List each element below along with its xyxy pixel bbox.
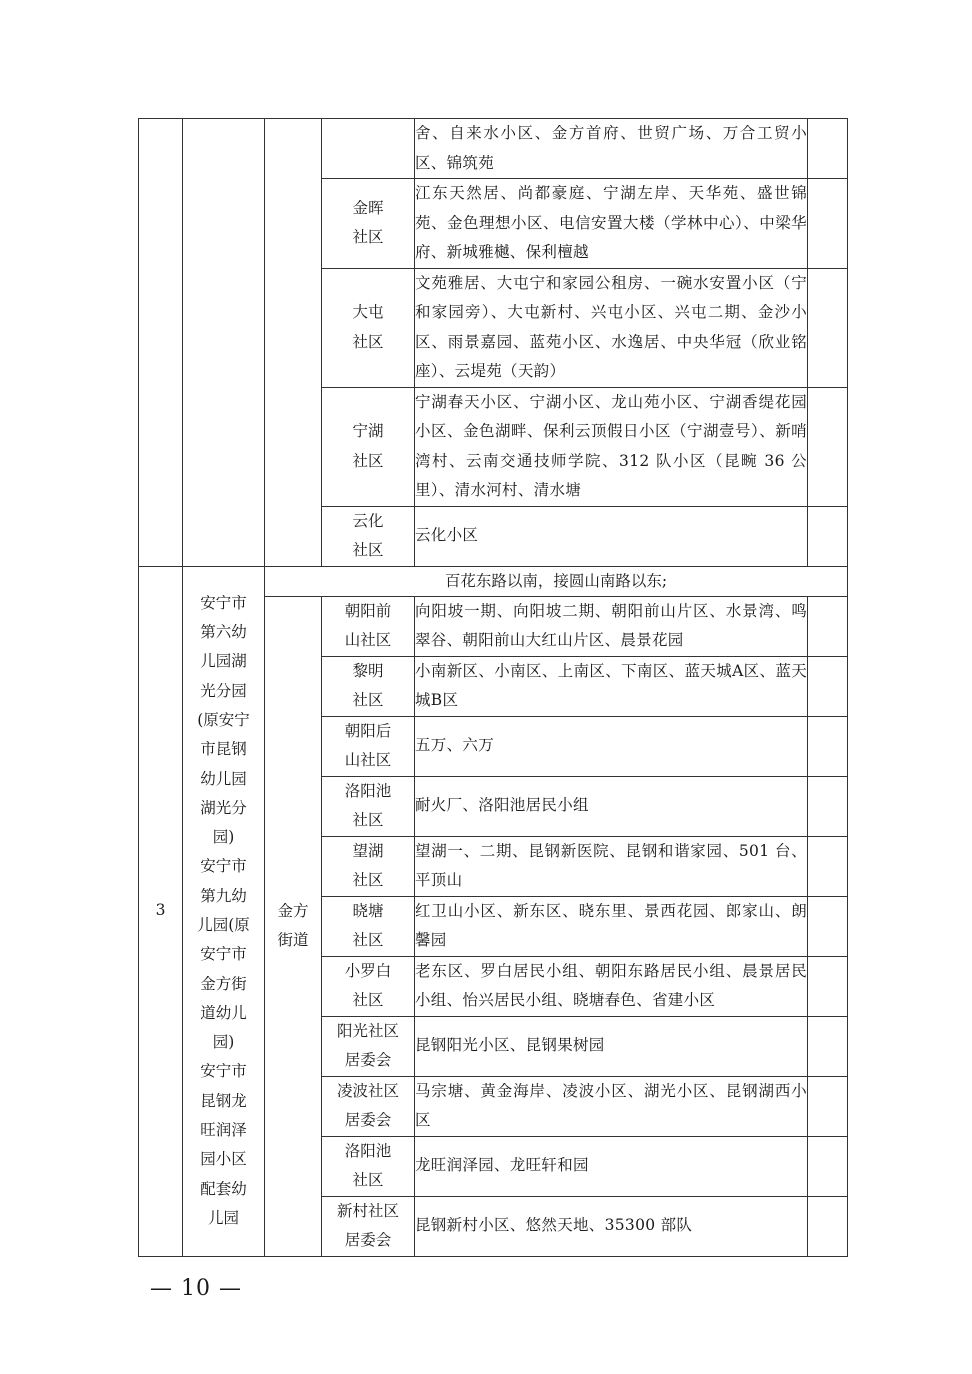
school-name-line: 儿园(原 bbox=[197, 916, 250, 934]
community-name: 大屯 社区 bbox=[322, 268, 415, 387]
remark-cell bbox=[808, 956, 848, 1016]
school-name-line: 昆钢龙 bbox=[200, 1091, 247, 1110]
community-name: 望湖 社区 bbox=[322, 836, 415, 896]
community-name: 宁湖 社区 bbox=[322, 387, 415, 506]
remark-cell bbox=[808, 119, 848, 179]
residential-area-list: 耐火厂、洛阳池居民小组 bbox=[415, 776, 808, 836]
table-row bbox=[139, 119, 848, 179]
school-name-line: 安宁市 bbox=[200, 857, 247, 876]
row-number: 3 bbox=[139, 566, 183, 1256]
remark-cell bbox=[808, 1136, 848, 1196]
remark-cell bbox=[808, 1076, 848, 1136]
community-name: 洛阳池 社区 bbox=[322, 1136, 415, 1196]
community-name: 小罗白 社区 bbox=[322, 956, 415, 1016]
row-number-cell bbox=[139, 119, 183, 567]
page-number: — 10 — bbox=[150, 1276, 242, 1301]
scope-note: 百花东路以南，接圆山南路以东; bbox=[265, 566, 848, 596]
school-name-line: 安宁市 bbox=[200, 593, 247, 612]
residential-area-list: 五万、六万 bbox=[415, 716, 808, 776]
remark-cell bbox=[808, 1196, 848, 1256]
residential-area-list: 昆钢阳光小区、昆钢果树园 bbox=[415, 1016, 808, 1076]
school-cell bbox=[183, 119, 265, 567]
school-name-line: 园小区 bbox=[200, 1150, 247, 1169]
community-name: 凌波社区 居委会 bbox=[322, 1076, 415, 1136]
remark-cell bbox=[808, 1016, 848, 1076]
remark-cell bbox=[808, 716, 848, 776]
school-name-line: 道幼儿 bbox=[200, 1003, 247, 1022]
remark-cell bbox=[808, 268, 848, 387]
school-name-line: 市昆钢 bbox=[200, 740, 247, 759]
school-name-line: 旺润泽 bbox=[200, 1121, 247, 1140]
remark-cell bbox=[808, 776, 848, 836]
community-name: 洛阳池 社区 bbox=[322, 776, 415, 836]
school-name-line: 安宁市 bbox=[200, 1062, 247, 1081]
school-name-line: 儿园湖 bbox=[200, 652, 247, 671]
school-name-line: 配套幼 bbox=[200, 1179, 247, 1198]
residential-area-list: 舍、自来水小区、金方首府、世贸广场、万合工贸小区、锦筑苑 bbox=[415, 119, 808, 179]
school-name-line: 第九幼 bbox=[200, 886, 247, 905]
residential-area-list: 文苑雅居、大屯宁和家园公租房、一碗水安置小区（宁和家园旁）、大屯新村、兴屯小区、兴屯二期、金沙小区、雨景嘉园、蓝苑小区、水逸居、中央华冠（欣业铭座）、云堤苑（天韵） bbox=[415, 268, 808, 387]
street-cell bbox=[265, 119, 322, 567]
community-name bbox=[322, 119, 415, 179]
residential-area-list: 马宗塘、黄金海岸、凌波小区、湖光小区、昆钢湖西小区 bbox=[415, 1076, 808, 1136]
school-name-line: 金方街 bbox=[200, 974, 247, 993]
remark-cell bbox=[808, 836, 848, 896]
school-name-line: 儿园 bbox=[207, 1208, 239, 1227]
residential-area-list: 江东天然居、尚都豪庭、宁湖左岸、天华苑、盛世锦苑、金色理想小区、电信安置大楼（学林中心）、中梁华府、新城雅樾、保利檀越 bbox=[415, 179, 808, 269]
community-name: 黎明 社区 bbox=[322, 656, 415, 716]
remark-cell bbox=[808, 387, 848, 506]
residential-area-list: 云化小区 bbox=[415, 506, 808, 566]
remark-cell bbox=[808, 506, 848, 566]
school-name-line: 园) bbox=[212, 828, 235, 847]
residential-area-list: 老东区、罗白居民小组、朝阳东路居民小组、晨景居民小组、怡兴居民小组、晓塘春色、省建小区 bbox=[415, 956, 808, 1016]
community-name: 金晖 社区 bbox=[322, 179, 415, 269]
remark-cell bbox=[808, 656, 848, 716]
street-name: 金方 街道 bbox=[265, 596, 322, 1256]
community-name: 晓塘 社区 bbox=[322, 896, 415, 956]
school-name-line: 幼儿园 bbox=[200, 769, 247, 788]
residential-area-list: 向阳坡一期、向阳坡二期、朝阳前山片区、水景湾、鸣翠谷、朝阳前山大红山片区、晨景花园 bbox=[415, 596, 808, 656]
school-name-line: 安宁市 bbox=[200, 945, 247, 964]
school-name-line: 园) bbox=[212, 1033, 235, 1052]
residential-area-list: 小南新区、小南区、上南区、下南区、蓝天城A区、蓝天城B区 bbox=[415, 656, 808, 716]
community-name: 新村社区 居委会 bbox=[322, 1196, 415, 1256]
school-name-line: 第六幼 bbox=[200, 623, 247, 642]
residential-area-list: 望湖一、二期、昆钢新医院、昆钢和谐家园、501 台、平顶山 bbox=[415, 836, 808, 896]
community-name: 朝阳前 山社区 bbox=[322, 596, 415, 656]
school-name-line: 光分园 bbox=[200, 681, 247, 700]
scope-row bbox=[139, 566, 848, 596]
enrollment-zone-table bbox=[138, 118, 848, 1257]
school-name-line: 湖光分 bbox=[200, 798, 247, 817]
residential-area-list: 红卫山小区、新东区、晓东里、景西花园、郎家山、朗馨园 bbox=[415, 896, 808, 956]
school-names bbox=[183, 566, 265, 1256]
community-name: 朝阳后 山社区 bbox=[322, 716, 415, 776]
remark-cell bbox=[808, 596, 848, 656]
remark-cell bbox=[808, 896, 848, 956]
community-name: 云化 社区 bbox=[322, 506, 415, 566]
residential-area-list: 龙旺润泽园、龙旺轩和园 bbox=[415, 1136, 808, 1196]
residential-area-list: 宁湖春天小区、宁湖小区、龙山苑小区、宁湖香缇花园小区、金色湖畔、保利云顶假日小区（宁湖壹号）、新哨湾村、云南交通技师学院、312 队小区（昆畹 36 公里）、清水河村、清水塘 bbox=[415, 387, 808, 506]
community-name: 阳光社区 居委会 bbox=[322, 1016, 415, 1076]
school-name-line: (原安宁 bbox=[197, 710, 250, 729]
remark-cell bbox=[808, 179, 848, 269]
residential-area-list: 昆钢新村小区、悠然天地、35300 部队 bbox=[415, 1196, 808, 1256]
